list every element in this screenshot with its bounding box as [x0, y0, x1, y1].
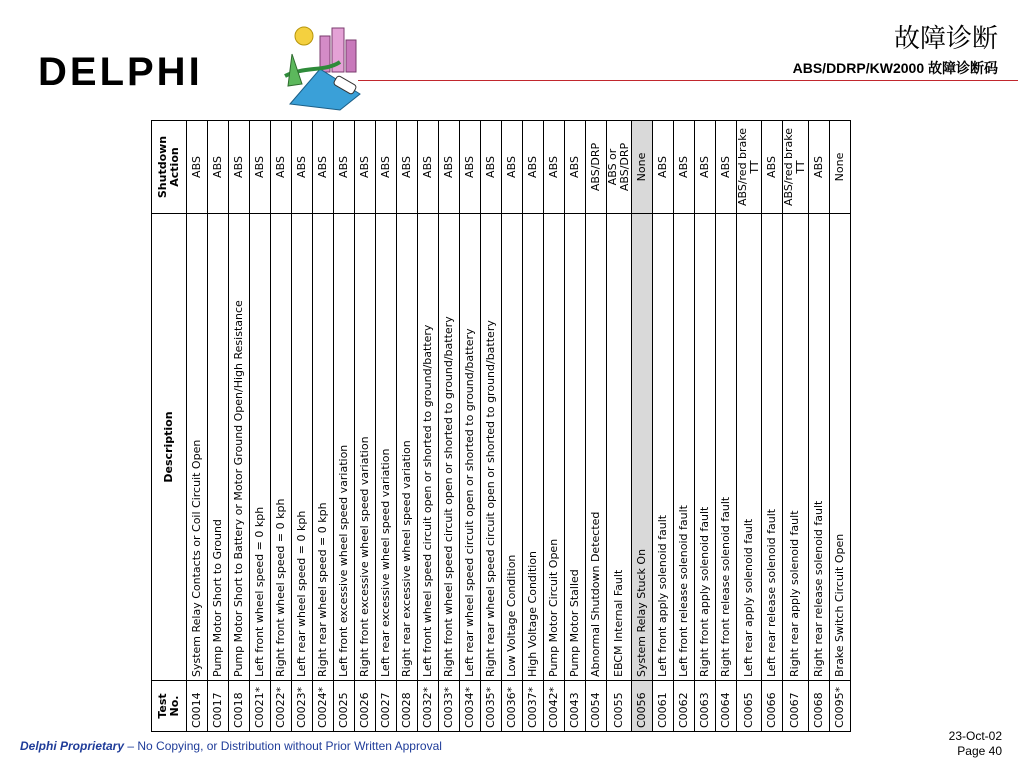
table-row	[271, 121, 292, 732]
code-cell: C0017	[208, 681, 229, 732]
delphi-logo: DELPHI	[38, 50, 203, 94]
dtc-table-container	[151, 120, 897, 732]
footer-notice	[20, 739, 442, 753]
table-row	[313, 121, 334, 732]
action-cell: ABS/DRP	[586, 121, 607, 214]
code-cell: C0023*	[292, 681, 313, 732]
table-row	[737, 121, 762, 732]
description-cell: Left rear excessive wheel speed variation	[376, 214, 397, 681]
table-row	[523, 121, 544, 732]
table-row	[250, 121, 271, 732]
copy-notice: – No Copying, or Distribution without Prior Written Approval	[124, 739, 442, 753]
footer-date: 23-Oct-02	[948, 729, 1002, 743]
table-row	[187, 121, 208, 732]
page-title: 故障诊断	[893, 24, 998, 54]
description-cell: EBCM Internal Fault	[607, 214, 632, 681]
action-cell: ABS	[653, 121, 674, 214]
code-cell: C0095*	[829, 681, 850, 732]
table-row	[544, 121, 565, 732]
action-cell: ABS	[544, 121, 565, 214]
description-cell: System Relay Stuck On	[632, 214, 653, 681]
description-cell: Right front wheel speed = 0 kph	[271, 214, 292, 681]
table-row	[418, 121, 439, 732]
action-cell: ABS	[187, 121, 208, 214]
description-cell: Abnormal Shutdown Detected	[586, 214, 607, 681]
table-row	[762, 121, 783, 732]
description-cell: Left rear wheel speed = 0 kph	[292, 214, 313, 681]
column-header-shutdown-action: Shutdown Action	[152, 121, 187, 214]
dtc-table	[151, 120, 851, 732]
description-cell: Pump Motor Stalled	[565, 214, 586, 681]
code-cell: C0014	[187, 681, 208, 732]
title-divider	[358, 80, 1018, 81]
code-cell: C0025	[334, 681, 355, 732]
description-cell: Brake Switch Circuit Open	[829, 214, 850, 681]
action-cell: ABS	[439, 121, 460, 214]
table-row	[397, 121, 418, 732]
table-row	[674, 121, 695, 732]
description-cell: Low Voltage Condition	[502, 214, 523, 681]
code-cell: C0036*	[502, 681, 523, 732]
action-cell: None	[829, 121, 850, 214]
code-cell: C0024*	[313, 681, 334, 732]
footer-meta	[949, 729, 1002, 759]
table-row	[229, 121, 250, 732]
code-cell: C0035*	[481, 681, 502, 732]
description-cell: Right front release solenoid fault	[716, 214, 737, 681]
code-cell: C0061	[653, 681, 674, 732]
code-cell: C0042*	[544, 681, 565, 732]
action-cell: ABS	[313, 121, 334, 214]
action-cell: ABS	[565, 121, 586, 214]
table-row	[439, 121, 460, 732]
description-cell: Left front release solenoid fault	[674, 214, 695, 681]
description-cell: Left rear apply solenoid fault	[737, 214, 762, 681]
table-row	[808, 121, 829, 732]
action-cell: ABS	[229, 121, 250, 214]
description-cell: Right rear wheel speed circuit open or shorted to ground/battery	[481, 214, 502, 681]
proprietary-label: Delphi Proprietary	[20, 739, 125, 753]
description-cell: Left front excessive wheel speed variation	[334, 214, 355, 681]
code-cell: C0027	[376, 681, 397, 732]
table-row	[586, 121, 607, 732]
description-cell: System Relay Contacts or Coil Circuit Open	[187, 214, 208, 681]
action-cell: ABS	[695, 121, 716, 214]
action-cell: ABS	[376, 121, 397, 214]
code-cell: C0028	[397, 681, 418, 732]
action-cell: ABS	[271, 121, 292, 214]
action-cell: ABS/red brake TT	[737, 121, 762, 214]
action-cell: ABS	[208, 121, 229, 214]
table-row	[783, 121, 808, 732]
code-cell: C0056	[632, 681, 653, 732]
table-row	[502, 121, 523, 732]
code-cell: C0034*	[460, 681, 481, 732]
code-cell: C0064	[716, 681, 737, 732]
table-row	[355, 121, 376, 732]
description-cell: Left front wheel speed = 0 kph	[250, 214, 271, 681]
description-cell: Left rear release solenoid fault	[762, 214, 783, 681]
page-number: Page 40	[957, 744, 1002, 758]
description-cell: Right rear release solenoid fault	[808, 214, 829, 681]
code-cell: C0055	[607, 681, 632, 732]
description-cell: Pump Motor Short to Battery or Motor Ground Open/High Resistance	[229, 214, 250, 681]
table-row	[695, 121, 716, 732]
description-cell: Right rear excessive wheel speed variation	[397, 214, 418, 681]
table-row	[653, 121, 674, 732]
description-cell: Left front apply solenoid fault	[653, 214, 674, 681]
code-cell: C0032*	[418, 681, 439, 732]
action-cell: ABS/red brake TT	[783, 121, 808, 214]
description-cell: Left rear wheel speed circuit open or shorted to ground/battery	[460, 214, 481, 681]
action-cell: ABS	[808, 121, 829, 214]
code-cell: C0033*	[439, 681, 460, 732]
code-cell: C0062	[674, 681, 695, 732]
table-row	[481, 121, 502, 732]
description-cell: Right front excessive wheel speed variation	[355, 214, 376, 681]
action-cell: ABS or ABS/DRP	[607, 121, 632, 214]
code-cell: C0063	[695, 681, 716, 732]
table-row	[565, 121, 586, 732]
logo-illustration	[280, 14, 375, 114]
code-cell: C0065	[737, 681, 762, 732]
description-cell: Right rear wheel speed = 0 kph	[313, 214, 334, 681]
table-row	[376, 121, 397, 732]
table-row	[208, 121, 229, 732]
description-cell: Right front wheel speed circuit open or shorted to ground/battery	[439, 214, 460, 681]
table-row	[632, 121, 653, 732]
code-cell: C0022*	[271, 681, 292, 732]
action-cell: ABS	[292, 121, 313, 214]
description-cell: High Voltage Condition	[523, 214, 544, 681]
code-cell: C0018	[229, 681, 250, 732]
table-row	[607, 121, 632, 732]
description-cell: Right rear apply solenoid fault	[783, 214, 808, 681]
table-row	[716, 121, 737, 732]
action-cell: ABS	[334, 121, 355, 214]
code-cell: C0054	[586, 681, 607, 732]
column-header-test-no: Test No.	[152, 681, 187, 732]
action-cell: ABS	[418, 121, 439, 214]
action-cell: ABS	[716, 121, 737, 214]
action-cell: ABS	[502, 121, 523, 214]
code-cell: C0026	[355, 681, 376, 732]
action-cell: ABS	[355, 121, 376, 214]
action-cell: ABS	[460, 121, 481, 214]
table-body	[187, 121, 851, 732]
action-cell: ABS	[762, 121, 783, 214]
action-cell: ABS	[397, 121, 418, 214]
action-cell: ABS	[674, 121, 695, 214]
action-cell: None	[632, 121, 653, 214]
table-row	[292, 121, 313, 732]
code-cell: C0021*	[250, 681, 271, 732]
action-cell: ABS	[250, 121, 271, 214]
description-cell: Pump Motor Short to Ground	[208, 214, 229, 681]
action-cell: ABS	[523, 121, 544, 214]
description-cell: Pump Motor Circuit Open	[544, 214, 565, 681]
description-cell: Left front wheel speed circuit open or shorted to ground/battery	[418, 214, 439, 681]
code-cell: C0066	[762, 681, 783, 732]
table-row	[334, 121, 355, 732]
code-cell: C0067	[783, 681, 808, 732]
code-cell: C0043	[565, 681, 586, 732]
code-cell: C0037*	[523, 681, 544, 732]
table-header-row	[152, 121, 187, 732]
page-subtitle: ABS/DDRP/KW2000 故障诊断码	[792, 60, 998, 76]
table-row	[460, 121, 481, 732]
action-cell: ABS	[481, 121, 502, 214]
table-row	[829, 121, 850, 732]
description-cell: Right front apply solenoid fault	[695, 214, 716, 681]
column-header-description: Description	[152, 214, 187, 681]
code-cell: C0068	[808, 681, 829, 732]
